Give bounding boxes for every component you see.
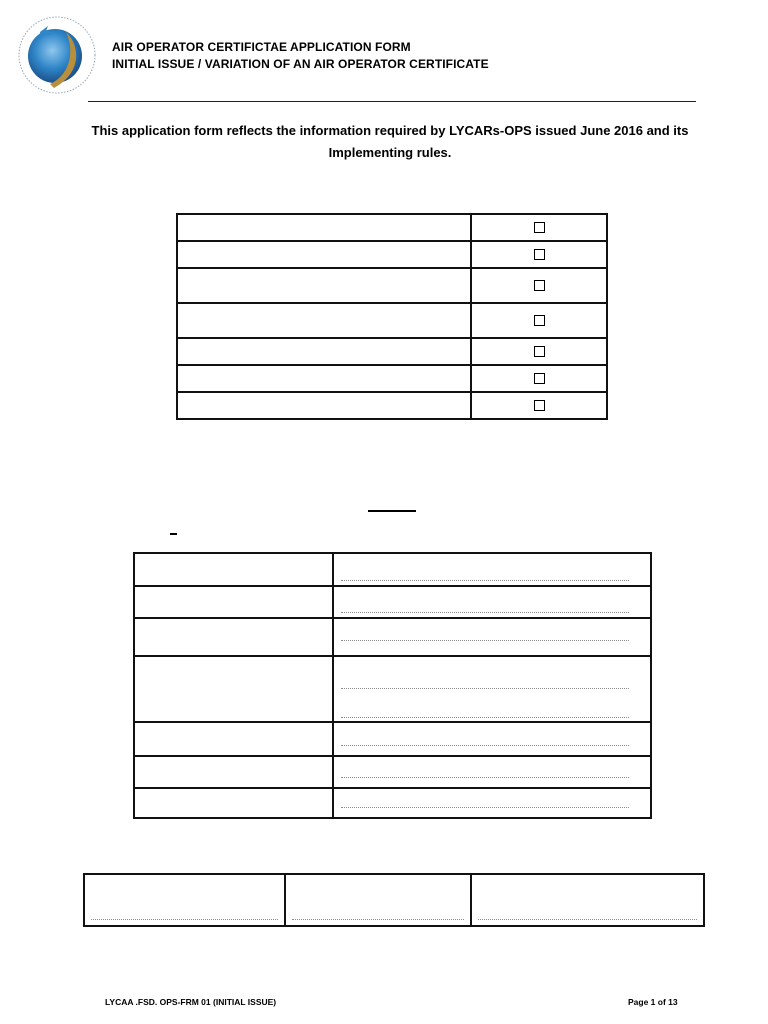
signature-table <box>83 873 705 927</box>
table-row <box>134 788 651 818</box>
field-value[interactable] <box>333 586 651 618</box>
checkbox-row <box>177 365 607 392</box>
table-row <box>134 586 651 618</box>
field-value[interactable] <box>333 656 651 722</box>
checkbox[interactable] <box>534 249 545 260</box>
header-divider <box>88 101 696 102</box>
table-row <box>134 656 651 722</box>
table-row <box>134 756 651 788</box>
table-row <box>134 553 651 586</box>
intro-line-2: Implementing rules. <box>328 145 452 160</box>
field-label <box>134 656 333 722</box>
table-row <box>134 618 651 656</box>
field-label <box>134 756 333 788</box>
dotted-fill-line <box>91 917 278 920</box>
table-row <box>134 722 651 756</box>
checkbox[interactable] <box>534 373 545 384</box>
checkbox-row-label <box>177 214 471 241</box>
checkbox[interactable] <box>534 280 545 291</box>
checkbox-row <box>177 338 607 365</box>
dotted-fill-line <box>478 917 697 920</box>
checkbox-row-label <box>177 241 471 268</box>
checkbox[interactable] <box>534 400 545 411</box>
intro-line-1: This application form reflects the information required by LYCARs-OPS issued June 2016 and its <box>91 123 689 138</box>
field-label <box>134 788 333 818</box>
footer-doc-ref: LYCAA .FSD. OPS-FRM 01 (INITIAL ISSUE) <box>105 997 277 1007</box>
signature-cell[interactable] <box>84 874 285 926</box>
signature-cell[interactable] <box>471 874 704 926</box>
field-value[interactable] <box>333 756 651 788</box>
checkbox-row-label <box>177 365 471 392</box>
field-label <box>134 722 333 756</box>
checkbox-row <box>177 214 607 241</box>
field-value[interactable] <box>333 553 651 586</box>
dotted-fill-line <box>341 715 629 718</box>
checkbox[interactable] <box>534 315 545 326</box>
table-row <box>84 874 704 926</box>
checkbox-row <box>177 303 607 338</box>
footer-page-number: Page 1 of 13 <box>628 997 678 1007</box>
application-type-table <box>176 213 608 420</box>
checkbox-row-label <box>177 392 471 419</box>
intro-paragraph <box>60 120 720 164</box>
applicant-details-table <box>133 552 652 819</box>
checkbox-row-label <box>177 268 471 303</box>
dotted-fill-line <box>292 917 464 920</box>
field-value[interactable] <box>333 618 651 656</box>
field-label <box>134 553 333 586</box>
dotted-fill-line <box>341 686 629 689</box>
checkbox[interactable] <box>534 222 545 233</box>
section-heading-underline <box>368 510 416 512</box>
dotted-fill-line <box>341 638 629 641</box>
dotted-fill-line <box>341 805 629 808</box>
signature-cell[interactable] <box>285 874 471 926</box>
dotted-fill-line <box>341 610 629 613</box>
checkbox-row-label <box>177 338 471 365</box>
field-value[interactable] <box>333 722 651 756</box>
checkbox-row <box>177 268 607 303</box>
dash-mark <box>170 533 177 535</box>
checkbox-row <box>177 241 607 268</box>
field-label <box>134 618 333 656</box>
checkbox[interactable] <box>534 346 545 357</box>
form-title: AIR OPERATOR CERTIFICTAE APPLICATION FORM <box>112 40 411 54</box>
lycaa-logo <box>10 10 104 96</box>
dotted-fill-line <box>341 578 629 581</box>
form-subtitle: INITIAL ISSUE / VARIATION OF AN AIR OPERATOR CERTIFICATE <box>112 57 489 71</box>
dotted-fill-line <box>341 775 629 778</box>
field-label <box>134 586 333 618</box>
field-value[interactable] <box>333 788 651 818</box>
checkbox-row-label <box>177 303 471 338</box>
dotted-fill-line <box>341 743 629 746</box>
checkbox-row <box>177 392 607 419</box>
